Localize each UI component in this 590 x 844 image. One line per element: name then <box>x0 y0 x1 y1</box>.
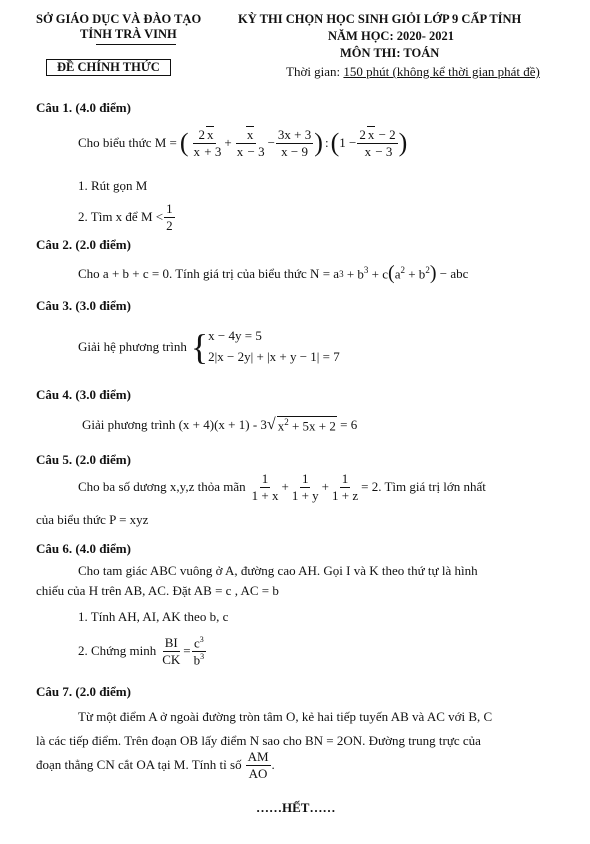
duration-value: 150 phút (không kể thời gian phát đề) <box>343 64 540 79</box>
q7-line1: Từ một điểm A ở ngoài đường tròn tâm O, kẻ hai tiếp tuyến AB và AC với B, C <box>78 709 493 724</box>
q6-heading: Câu 6. (4.0 điểm) <box>36 541 131 556</box>
end-marker: ……HẾT…… <box>256 800 336 815</box>
q1-part1: 1. Rút gọn M <box>78 178 148 193</box>
official-exam-label: ĐỀ CHÍNH THỨC <box>46 59 171 76</box>
q6-part2: 2. Chứng minh $\frac{BI}{CK}$ = $\frac{c^3}{b^3}$ <box>78 635 205 668</box>
q7-line3: đoạn thẳng CN cắt OA tại M. Tính tỉ số $\frac{AM}{AO}$ . <box>36 749 275 781</box>
q7-line2: là các tiếp điểm. Trên đoạn OB lấy điểm N sao cho BN = 2ON. Đường trung trực của <box>36 733 481 748</box>
q4-heading: Câu 4. (3.0 điểm) <box>36 387 131 402</box>
q5-heading: Câu 5. (2.0 điểm) <box>36 452 131 467</box>
province-name: TỈNH TRÀ VINH <box>80 27 177 41</box>
duration-prefix: Thời gian: <box>286 64 341 79</box>
exam-duration <box>286 64 540 80</box>
q5-statement: Cho ba số dương x,y,z thỏa mãn $\frac{1}{1 + x}$ + $\frac{1}{1 + y}$ + $\frac{1}{1 + z}$ = 2. Tìm giá trị lớn nhất <box>78 471 486 503</box>
q2-text: Cho a + b + c = 0. Tính giá trị của biểu thức N = a <box>78 265 340 281</box>
q2-statement: Cho a + b + c = 0. Tính giá trị của biểu thức N = a 3 + $b^3 + c$ ( $a^2 + b^2$ ) − abc <box>78 262 469 284</box>
q1-part2: 2. Tìm x để M < $\frac{1}{2}$ <box>78 201 173 233</box>
q3-heading: Câu 3. (3.0 điểm) <box>36 298 131 313</box>
exam-subject: MÔN THI: TOÁN <box>340 46 440 60</box>
q5-line2: của biểu thức P = xyz <box>36 512 149 527</box>
q4-intro: Giải phương trình (x + 4)(x + 1) - 3 <box>82 417 267 433</box>
q4-equation: Giải phương trình (x + 4)(x + 1) - 3 √ $x^2 + 5x + 2$ = 6 <box>82 416 358 434</box>
q2-heading: Câu 2. (2.0 điểm) <box>36 237 131 252</box>
department-name: SỞ GIÁO DỤC VÀ ĐÀO TẠO <box>36 12 202 26</box>
q6-line2: chiếu của H trên AB, AC. Đặt AB = c , AC = b <box>36 583 279 598</box>
dept-underline <box>96 44 176 45</box>
school-year: NĂM HỌC: 2020- 2021 <box>328 29 455 43</box>
q7-line3-prefix: đoạn thẳng CN cắt OA tại M. Tính tỉ số <box>36 757 242 773</box>
q5-intro: Cho ba số dương x,y,z thỏa mãn <box>78 479 246 495</box>
q7-heading: Câu 7. (2.0 điểm) <box>36 684 131 699</box>
q6-part1: 1. Tính AH, AI, AK theo b, c <box>78 609 229 624</box>
q1-heading: Câu 1. (4.0 điểm) <box>36 100 131 115</box>
q1-part2-prefix: 2. Tìm x để M < <box>78 209 164 225</box>
q1-expression: Cho biểu thức M = ( $\frac{2 x}{x + 3}$ + $\frac{x}{x - 3}$ − $\frac{3x + 3}{x - 9}$ ) : ( 1 − $\frac{2 x - 2}{x - 3}$ ) <box>78 127 408 159</box>
q3-intro: Giải hệ phương trình <box>78 338 187 354</box>
q3-system: Giải hệ phương trình { x − 4y = 5 2|x − 2y| + |x + y − 1| = 7 <box>78 326 340 367</box>
q6-line1: Cho tam giác ABC vuông ở A, đường cao AH. Gọi I và K theo thứ tự là hình <box>78 563 478 578</box>
q1-intro: Cho biểu thức M = <box>78 135 177 151</box>
exam-title: KỲ THI CHỌN HỌC SINH GIỎI LỚP 9 CẤP TỈNH <box>238 12 522 26</box>
q6-part2-prefix: 2. Chứng minh <box>78 643 157 659</box>
q5-tail: = 2. Tìm giá trị lớn nhất <box>361 479 486 495</box>
q2-tail: abc <box>450 265 469 281</box>
